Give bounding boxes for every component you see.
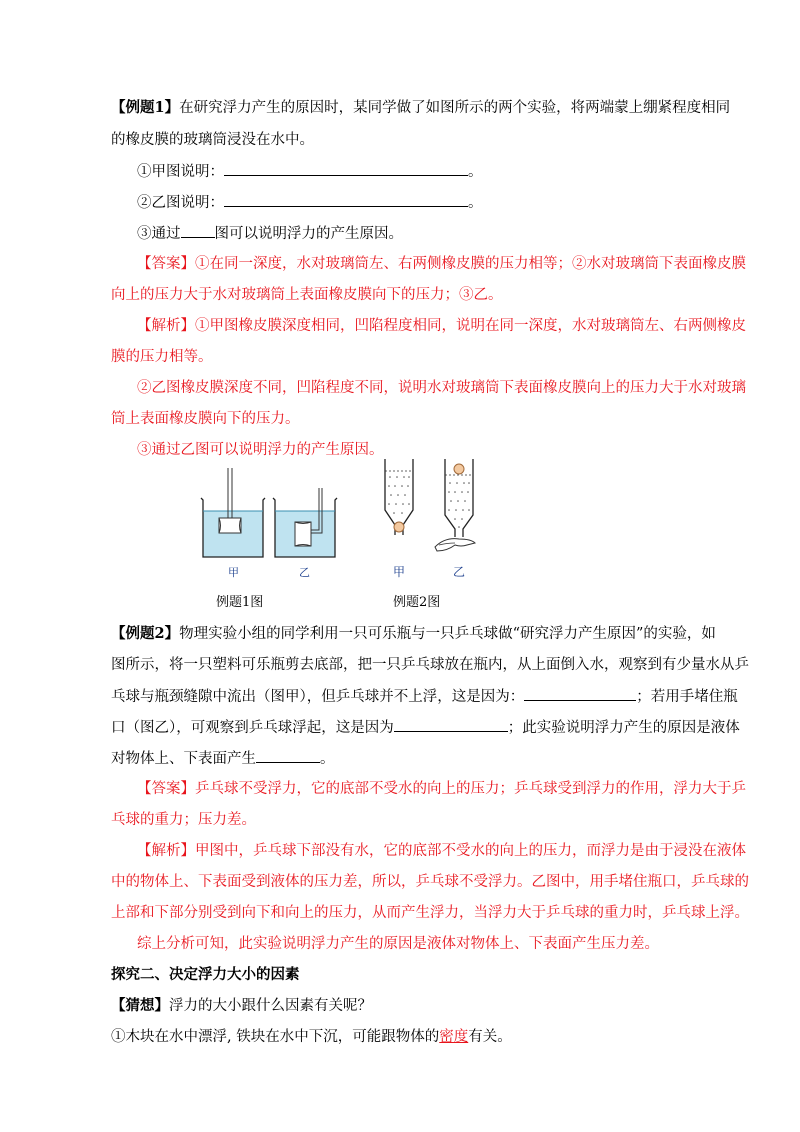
fig1-label-yi: 乙: [299, 566, 310, 579]
ex2-analysis-line4: 综上分析可知，此实验说明浮力产生的原因是液体对物体上、下表面产生压力差。: [137, 936, 659, 952]
answer-blank[interactable]: [524, 686, 636, 701]
ex2-tag: 【例题2】: [111, 625, 180, 642]
bottle-yi: [435, 459, 475, 551]
answer-blank[interactable]: [181, 223, 215, 238]
ex2-analysis-line1: 【解析】甲图中，乒乓球下部没有水，它的底部不受水的向上的压力，而浮力是由于浸没在液体: [137, 843, 746, 859]
ex2-analysis-line2: 中的物体上、下表面受到液体的压力差，所以，乒乓球不受浮力。乙图中，用手堵住瓶口，乒乓球的: [111, 874, 749, 890]
fig1-label-jia: 甲: [228, 566, 239, 579]
answer-blank[interactable]: [224, 192, 468, 207]
ex1-analysis-line1: 【解析】①甲图橡皮膜深度相同，凹陷程度相同，说明在同一深度，水对玻璃筒左、右两侧橡皮: [137, 318, 746, 334]
ex2-analysis-line3: 上部和下部分别受到向下和向上的压力，从而产生浮力，当浮力大于乒乓球的重力时，乒乓球上浮。: [111, 905, 749, 921]
ex1-analysis-line4: 筒上表面橡皮膜向下的压力。: [111, 411, 300, 427]
highlighted-term: 密度: [439, 1029, 469, 1045]
ex1-analysis-line3: ②乙图橡皮膜深度不同，凹陷程度不同，说明水对玻璃筒下表面橡皮膜向上的压力大于水对玻璃: [137, 380, 746, 396]
answer-blank[interactable]: [394, 717, 508, 732]
ex1-item2: ②乙图说明： 。: [137, 192, 483, 213]
ex2-answer-line1: 【答案】乒乓球不受浮力，它的底部不受水的向上的压力；乒乓球受到浮力的作用，浮力大于乒: [137, 781, 746, 797]
fig1-caption: 例题1图: [216, 595, 264, 610]
ex2-question-line4: 口（图乙），可观察到乒乓球浮起，这是因为 ；此实验说明浮力产生的原因是液体: [111, 717, 740, 738]
ex2-question-line3: 乓球与瓶颈缝隙中流出（图甲），但乒乓球并不上浮，这是因为： ；若用手堵住瓶: [111, 686, 738, 707]
ex2-answer-line2: 乓球的重力；压力差。: [111, 812, 256, 828]
answer-blank[interactable]: [224, 161, 468, 176]
ex1-item1: ①甲图说明： 。: [137, 161, 483, 182]
ex1-item3: ③通过 图可以说明浮力的产生原因。: [137, 223, 403, 244]
ex1-answer-line2: 向上的压力大于水对玻璃筒上表面橡皮膜向下的压力；③乙。: [111, 287, 503, 303]
section-title: 探究二、决定浮力大小的因素: [111, 966, 300, 983]
fig2-caption: 例题2图: [393, 595, 441, 610]
figure-1-beakers: [195, 460, 345, 580]
fig2-label-jia: 甲: [393, 565, 406, 579]
guess-line: 【猜想】浮力的大小跟什么因素有关呢？: [111, 997, 372, 1014]
ex1-answer-line1: 【答案】①在同一深度，水对玻璃筒左、右两侧橡皮膜的压力相等；②水对玻璃筒下表面橡皮膜: [137, 256, 746, 272]
fig2-label-yi: 乙: [453, 565, 466, 579]
ex1-analysis-line2: 膜的压力相等。: [111, 349, 213, 365]
ex1-tag: 【例题1】: [111, 99, 180, 116]
ex2-question-line2: 图所示，将一只塑料可乐瓶剪去底部，把一只乒乓球放在瓶内，从上面倒入水，观察到有少量水从乒: [111, 657, 749, 673]
figure-2-bottles: [375, 455, 495, 580]
ex2-question-line5: 对物体上、下表面产生 。: [111, 748, 335, 769]
answer-blank[interactable]: [256, 748, 320, 763]
ex1-question-line1: 【例题1】在研究浮力产生的原因时，某同学做了如图所示的两个实验，将两端蒙上绷紧程度相同: [111, 99, 731, 116]
guess-item1: ①木块在水中漂浮, 铁块在水中下沉，可能跟物体的密度有关。: [111, 1029, 512, 1045]
bottle-jia: [385, 459, 413, 535]
beaker-jia: [201, 468, 265, 557]
beaker-yi: [273, 488, 337, 557]
ex1-question-line2: 的橡皮膜的玻璃筒浸没在水中。: [111, 132, 314, 148]
ex2-question-line1: 【例题2】物理实验小组的同学利用一只可乐瓶与一只乒乓球做“研究浮力产生原因”的实验，如: [111, 625, 716, 642]
ex1-analysis-line5: ③通过乙图可以说明浮力的产生原因。: [137, 442, 384, 458]
